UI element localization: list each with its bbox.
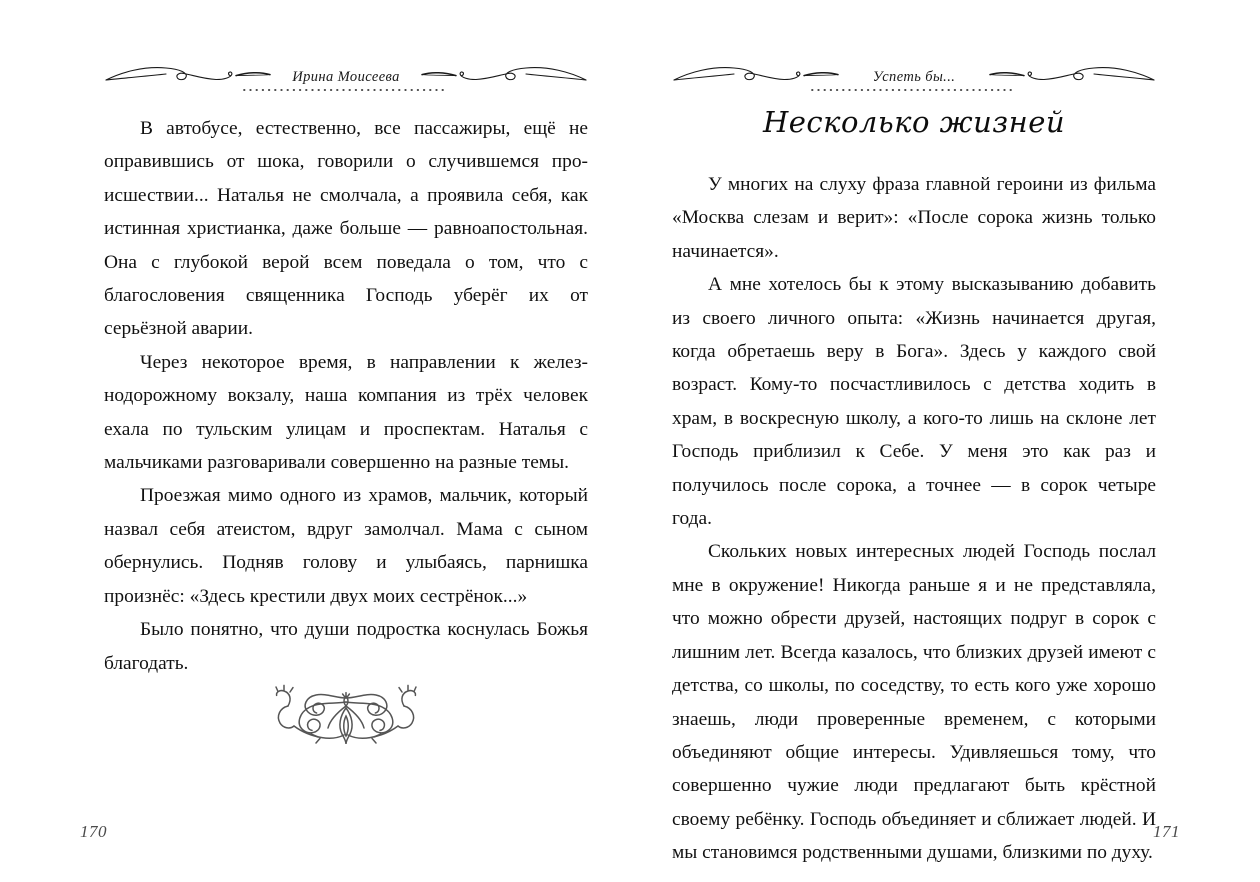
right-running-head	[672, 62, 1156, 104]
left-page-body	[104, 112, 588, 680]
paragraph: Проезжая мимо одного из храмов, мальчик, который назвал себя атеистом, вдруг замолчал. Мама с сыном обернулись. Подняв голову и улыбаясь, парнишка произнёс: «Здесь крестили двух моих сестрёнок...»	[104, 485, 588, 607]
section-end-ornament-icon	[258, 682, 434, 756]
paragraph: Было понятно, что души подростка коснулась Божья благодать.	[104, 619, 588, 674]
left-header-dotted-rule	[243, 88, 449, 92]
left-page-number: 170	[80, 822, 107, 841]
paragraph: В автобусе, естественно, все пассажиры, ещё не оправившись от шока, говорили о случившемся происшествии... Наталья не смолчала, а проявила себя, как истинная христианка, даже больше — равноапостольная. Она с глубокой верой всем поведала о том, что с благословения священника Господь уберёг их от серьёзной аварии.	[104, 118, 588, 340]
right-page-body	[672, 168, 1156, 870]
right-page-number: 171	[1153, 822, 1180, 841]
paragraph: Скольких новых интересных людей Господь послал мне в окружение! Никогда раньше я и не представляла, что можно обрести друзей, настоящих подруг в сорок с лишним лет. Всегда казалось, что близких друзей имеют с детства, со школы, по соседству, то есть кого уже хорошо знаешь, люди проверенные временем, с которыми объединяют общие интересы. Удивляешься тому, что совершенно чужие люди предлагают быть крёстной своему ребёнку. Господь объединяет и сближает людей. И мы становимся родственными душами, близкими по духу.	[672, 541, 1156, 864]
left-running-head	[104, 62, 588, 104]
left-running-head-label: Ирина Моисеева	[292, 68, 400, 85]
right-header-dotted-rule	[811, 88, 1017, 92]
chapter-title: Несколько жизней	[762, 105, 1066, 139]
paragraph: Через некоторое время, в направлении к железнодорожному вокзалу, наша компания из трёх человек ехала по тульским улицам и проспектам. Наталья с мальчиками разговаривали совершенно на разные темы.	[104, 351, 588, 474]
right-page	[630, 0, 1260, 882]
paragraph: У многих на слуху фраза главной героини из фильма «Москва слезам и верит»: «После сорока жизнь только начинается».	[672, 174, 1156, 262]
right-running-head-label: Успеть бы...	[872, 68, 956, 85]
paragraph: А мне хотелось бы к этому высказыванию добавить из своего личного опыта: «Жизнь начинается другая, когда обретаешь веру в Бога». Здесь у каждого свой возраст. Кому-то посчастливилось с детства ходить в храм, в воскресную школу, а кого-то лишь на склоне лет Господь приблизил к Себе. У меня это как раз и получилось после сорока, а точнее — в сорок четыре года.	[672, 274, 1156, 530]
